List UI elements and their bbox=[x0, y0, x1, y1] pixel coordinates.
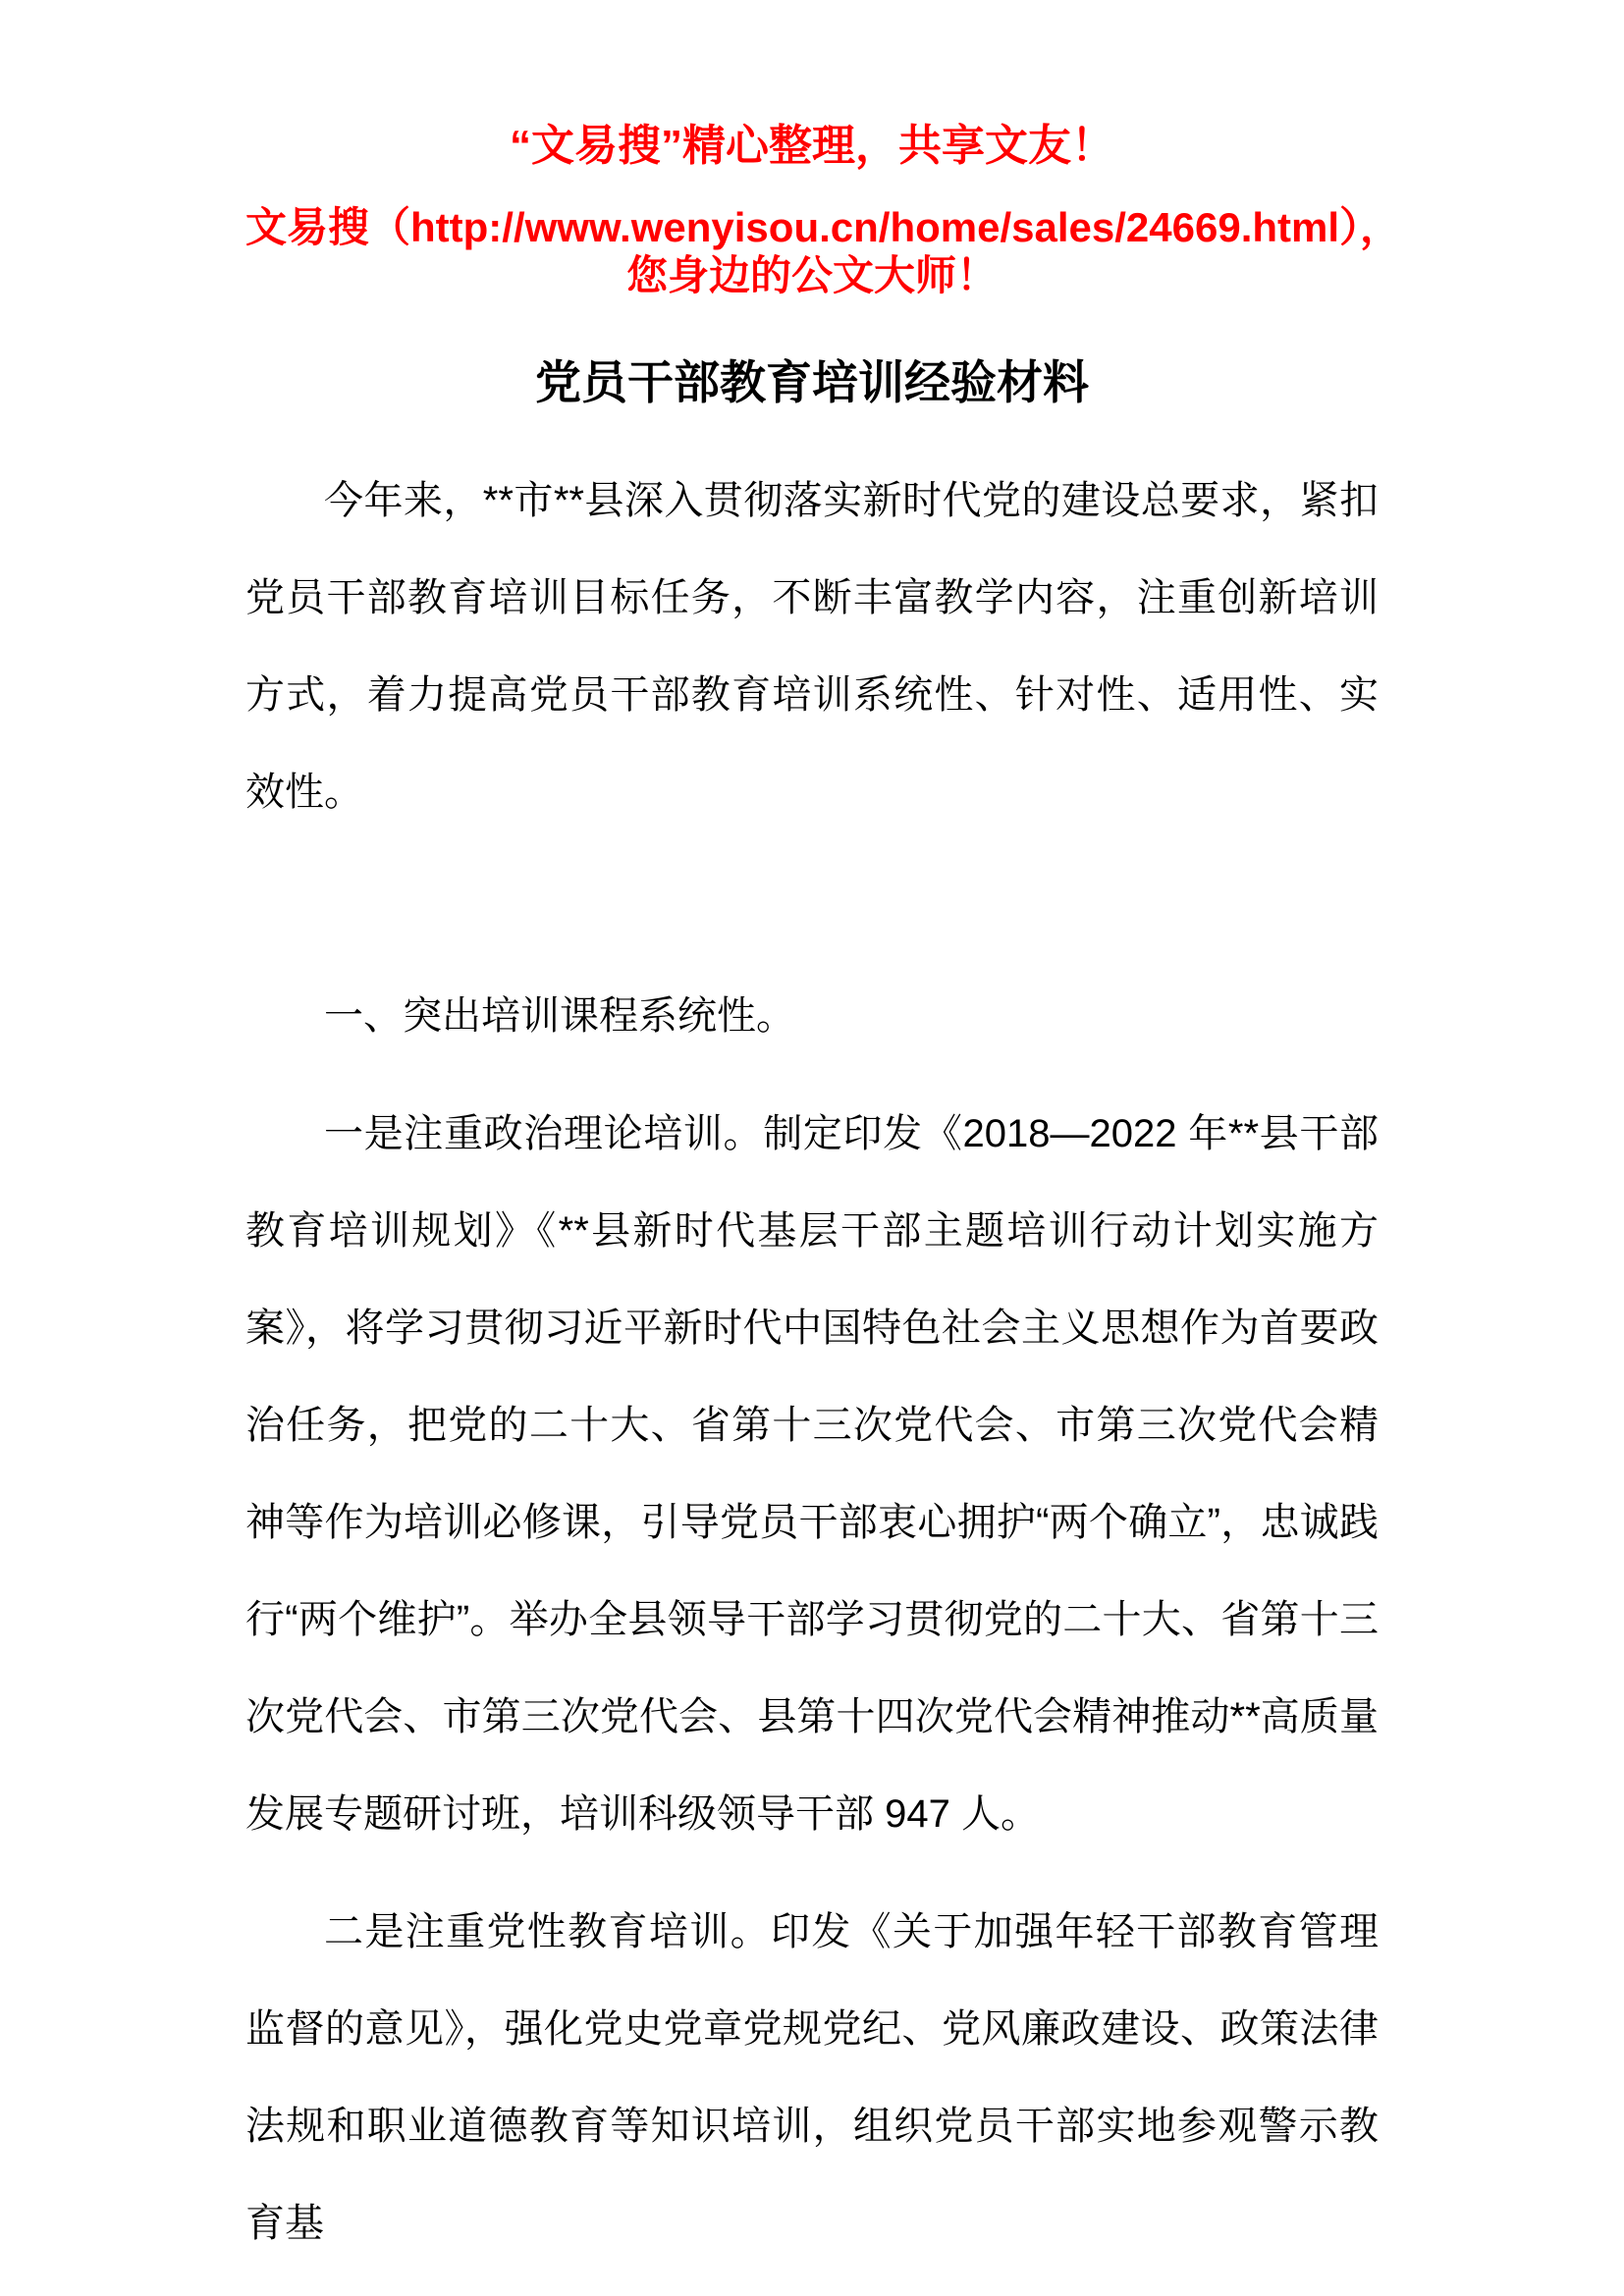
promo-url-line: 文易搜（http://www.wenyisou.cn/home/sales/24669.html）， bbox=[245, 204, 1402, 250]
blank-line bbox=[245, 862, 1379, 947]
document-title: 党员干部教育培训经验材料 bbox=[535, 356, 1089, 408]
promo-tagline: 您身边的公文大师！ bbox=[625, 252, 998, 298]
paragraph-intro: 今年来，**市**县深入贯彻落实新时代党的建设总要求，紧扣党员干部教育培训目标任务，不断丰富教学内容，注重创新培训方式，着力提高党员干部教育培训系统性、针对性、适用性、实效性。 bbox=[245, 479, 1379, 814]
promo-header bbox=[245, 122, 1402, 299]
promo-slogan-line: “文易搜”精心整理，共享文友！ bbox=[510, 122, 1114, 170]
paragraph-point-two: 二是注重党性教育培训。印发《关于加强年轻干部教育管理监督的意见》，强化党史党章党规党纪、党风廉政建设、政策法律法规和职业道德教育等知识培训，组织党员干部实地参观警示教育基 bbox=[245, 1910, 1379, 2245]
section-heading-one: 一、突出培训课程系统性。 bbox=[324, 994, 795, 1038]
paragraph-point-one: 一是注重政治理论培训。制定印发《2018—2022 年**县干部教育培训规划》《**县新时代基层干部主题培训行动计划实施方案》，将学习贯彻习近平新时代中国特色社会主义思想作为首要政治任务，把党的二十大、省第十三次党代会、市第三次党代会精神等作为培训必修课，引导党员干部衷心拥护“两个确立”，忠诚践行“两个维护”。举办全县领导干部学习贯彻党的二十大、省第十三次党代会、市第三次党代会、县第十四次党代会精神推动**高质量发展专题研讨班，培训科级领导干部 947 人。 bbox=[245, 1112, 1379, 1836]
